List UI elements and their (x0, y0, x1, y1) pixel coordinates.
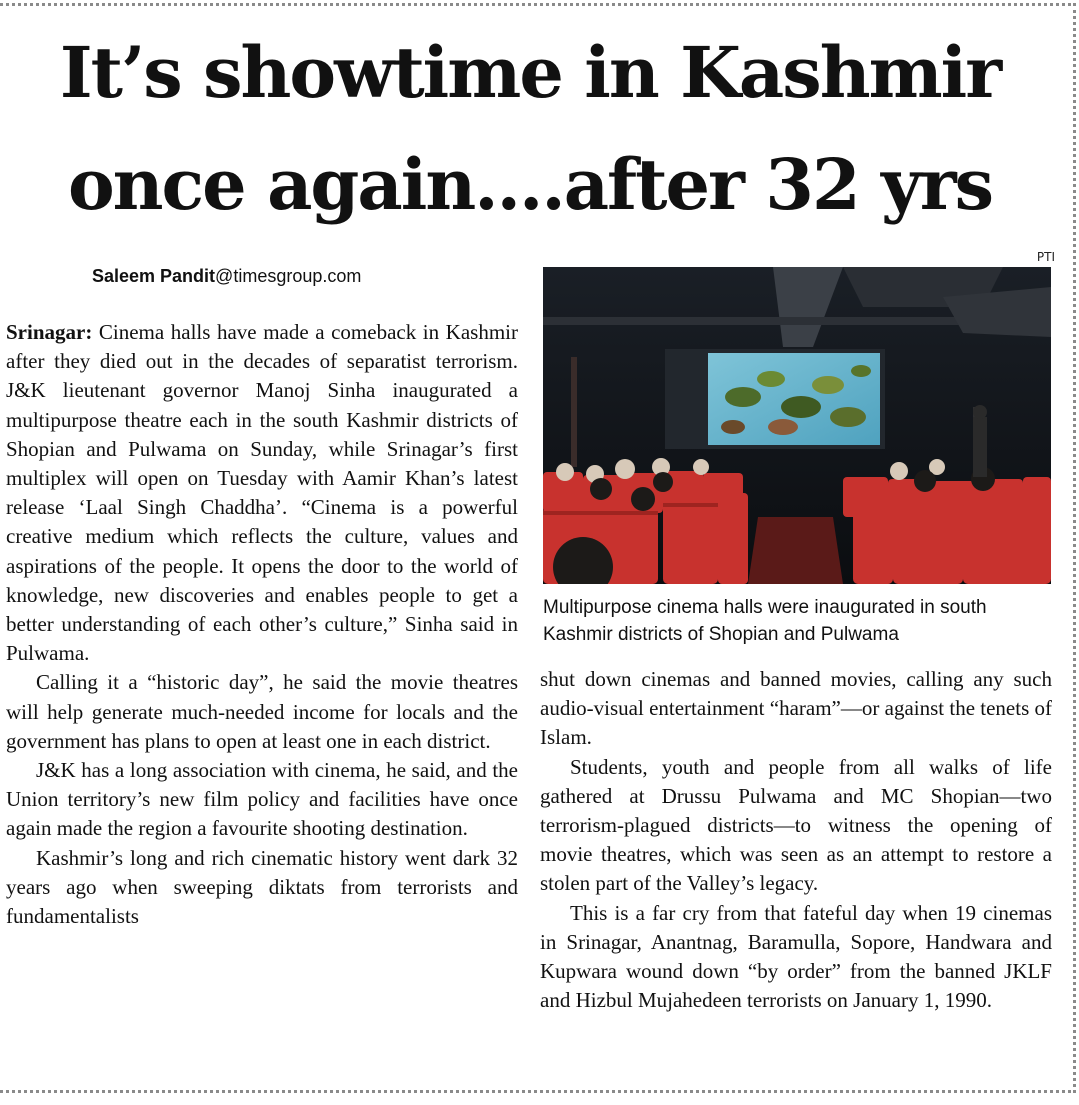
right-dotted-border (1073, 3, 1076, 1093)
paragraph-text: Cinema halls have made a comeback in Kashmir after they died out in the decades of separatist terrorism. J&K lieutenant governor Manoj Sinha inaugurated a multipurpose theatre each in the south Kashmir districts of Shopian and Pulwama on Sunday, while Srinagar’s first multiplex will open on Tuesday with Aamir Khan’s latest release ‘Laal Singh Chaddha’. “Cinema is a powerful creative medium which reflects the culture, values and aspirations of the people. It opens the door to the world of knowledge, new discoveries and enables people to get a better understanding of each other’s culture,” Sinha said in Pulwama. (6, 320, 518, 666)
bottom-dotted-border (0, 1090, 1071, 1093)
dateline: Srinagar: (6, 320, 93, 344)
byline-name: Saleem Pandit (92, 266, 216, 286)
top-dotted-border (0, 3, 1071, 6)
article-paragraph: This is a far cry from that fateful day when 19 cinemas in Srinagar, Anantnag, Baramulla, Sopore, Handwara and Kupwara wound down “by order” from the banned JKLF and Hizbul Mujahedeen terrorists on January 1, 1990. (540, 900, 1052, 1013)
headline-line-1: It’s showtime in Kashmir (59, 31, 1001, 114)
byline (92, 266, 361, 287)
cinema-hall-illustration (543, 267, 1051, 584)
article-column-right (540, 665, 1052, 1015)
photo-caption: Multipurpose cinema halls were inaugurated in south Kashmir districts of Shopian and Pulwama (543, 597, 987, 645)
article-paragraph: shut down cinemas and banned movies, calling any such audio-visual entertainment “haram”—or against the tenets of Islam. (540, 667, 1052, 750)
photo-credit: PTI (1036, 250, 1055, 264)
article-paragraph: Kashmir’s long and rich cinematic history went dark 32 years ago when sweeping diktats from terrorists and fundamentalists (6, 845, 518, 929)
article-paragraph (6, 318, 518, 668)
headline-line-2: once again....after 32 yrs (67, 143, 993, 226)
article-paragraph: Calling it a “historic day”, he said the movie theatres will help generate much-needed income for locals and the government has plans to open at least one in each district. (6, 670, 518, 753)
article-paragraph: Students, youth and people from all walks of life gathered at Drussu Pulwama and MC Shopian—two terrorism-plagued districts—to witness the opening of movie theatres, which was seen as an attempt to restore a stolen part of the Valley’s legacy. (540, 754, 1052, 896)
byline-email: @timesgroup.com (215, 266, 362, 286)
article-column-left (6, 318, 518, 931)
cinema-hall-photo (543, 267, 1051, 584)
article-paragraph: J&K has a long association with cinema, he said, and the Union territory’s new film policy and facilities have once again made the region a favourite shooting destination. (6, 758, 518, 841)
